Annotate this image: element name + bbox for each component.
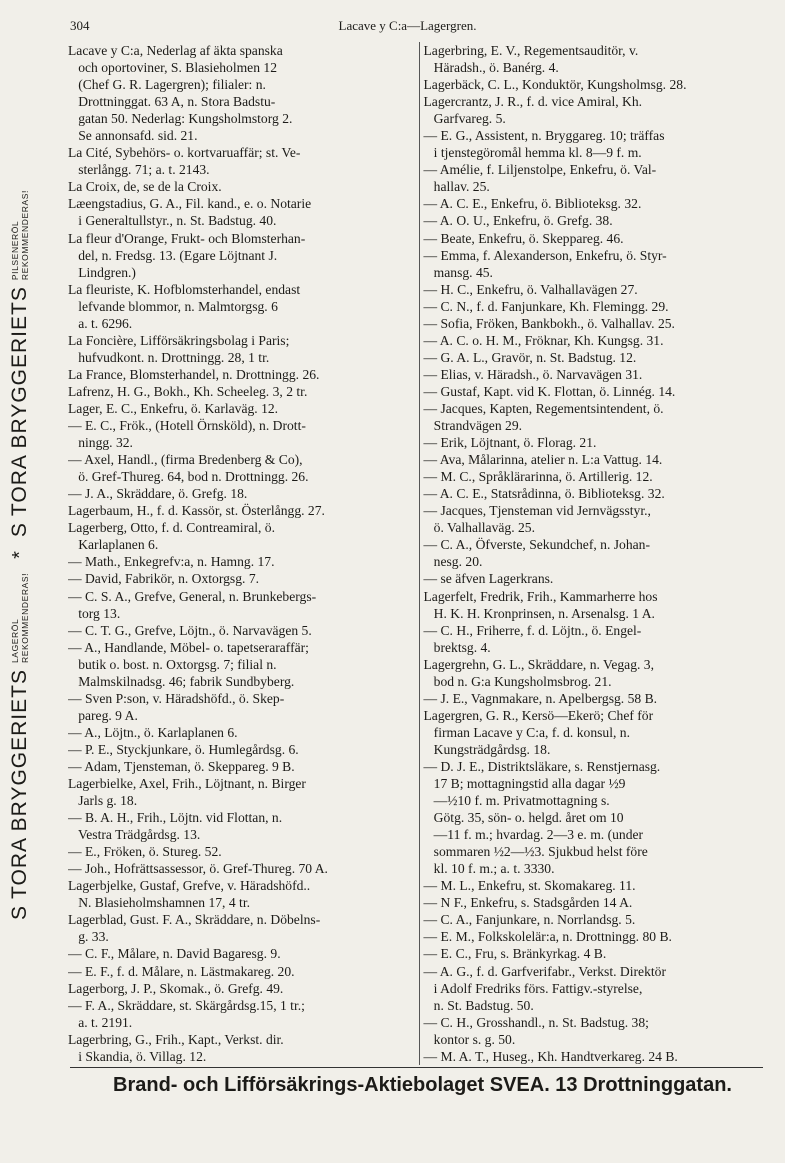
directory-entry-line: — Adam, Tjensteman, ö. Skeppareg. 9 B. (68, 758, 295, 774)
directory-entry-line: — A. C. E., Enkefru, ö. Biblioteksg. 32. (423, 196, 642, 212)
side-ad-first-product: LAGERÖL (10, 618, 20, 664)
directory-entry-line: — Sofia, Fröken, Bankbokh., ö. Valhallav. 25. (423, 315, 675, 331)
directory-entry-line: La fleuriste, K. Hofblomsterhandel, endast (68, 281, 301, 297)
directory-entry-line: sommaren ½2—½3. Sjukbud helst före (423, 844, 648, 860)
directory-entry-line: Lafrenz, H. G., Bokh., Kh. Scheeleg. 3, 2 tr. (68, 383, 308, 399)
directory-entry-line: brektsg. 4. (423, 639, 491, 655)
directory-entry-line: — Gustaf, Kapt. vid K. Flottan, ö. Linnég. 14. (423, 383, 676, 399)
directory-entry-line: hallav. 25. (423, 179, 490, 195)
directory-entry-line: — Axel, Handl., (firma Bredenberg & Co), (68, 452, 303, 468)
directory-entry-line: Drottninggat. 63 A, n. Stora Badstu- (68, 94, 276, 110)
directory-entry-line: Lagerbielke, Axel, Frih., Löjtnant, n. Birger (68, 776, 306, 792)
side-ad-second-note: REKOMMENDERAS! (20, 190, 30, 281)
directory-entry-line: — Joh., Hofrättsassessor, ö. Gref-Thureg. 70 A. (68, 861, 328, 877)
side-ad-second-brand: TORA BRYGGERIETS (8, 286, 31, 517)
bottom-rule (70, 1067, 763, 1068)
directory-entry-line: — A., Löjtn., ö. Karlaplanen 6. (68, 724, 238, 740)
side-ad-first-brand: TORA BRYGGERIETS (8, 669, 31, 899)
directory-entry-line: ö. Gref-Thureg. 64, bod n. Drottningg. 26. (68, 469, 309, 485)
directory-entry-line: La Foncière, Lifförsäkringsbolag i Paris; (68, 332, 290, 348)
directory-entry-line: Lagerborg, J. P., Skomak., ö. Grefg. 49. (68, 980, 284, 996)
directory-entry-line: Lagercrantz, J. R., f. d. vice Amiral, Kh. (423, 94, 643, 110)
directory-entry-line: Lacave y C:a, Nederlag af äkta spanska (68, 43, 283, 58)
directory-entry-line: — Sven P:son, v. Häradshöfd., ö. Skep- (68, 690, 285, 706)
directory-entry-line: kontor s. g. 50. (423, 1031, 516, 1047)
directory-entry-line: bod n. G:a Kungsholmsbrog. 21. (423, 673, 612, 689)
directory-entry-line: g. 33. (68, 929, 109, 945)
directory-entry-line: — A. C. E., Statsrådinna, ö. Biblioteksg. 32. (423, 486, 665, 502)
directory-entry-line: a. t. 2191. (68, 1014, 133, 1030)
directory-entry-line: Strandvägen 29. (423, 418, 523, 434)
directory-entry-line: La Croix, de, se de la Croix. (68, 179, 222, 195)
directory-entry-line: N. Blasieholmshamnen 17, 4 tr. (68, 895, 250, 911)
directory-entry-line: — D. J. E., Distriktsläkare, s. Renstjernasg. (423, 758, 661, 774)
directory-entry-line: (Chef G. R. Lagergren); filialer: n. (68, 77, 266, 93)
directory-entry-line: ö. Valhallaväg. 25. (423, 520, 535, 536)
directory-entry-line: gatan 50. Nederlag: Kungsholmstorg 2. (68, 111, 293, 127)
directory-entry-line: — C. N., f. d. Fanjunkare, Kh. Flemingg. 29. (423, 298, 669, 314)
directory-entry-line: — J. E., Vagnmakare, n. Apelbergsg. 58 B. (423, 690, 658, 706)
directory-entry-line: — C. S. A., Grefve, General, n. Brunkebergs- (68, 588, 317, 604)
directory-entry-line: — M. A. T., Huseg., Kh. Handtverkareg. 24 B. (423, 1048, 678, 1064)
right-column (420, 42, 768, 1065)
directory-entry-line: — Emma, f. Alexanderson, Enkefru, ö. Styr- (423, 247, 667, 263)
directory-entry-line: — C. T. G., Grefve, Löjtn., ö. Narvavägen 5. (68, 622, 312, 638)
directory-entry-line: pareg. 9 A. (68, 707, 138, 723)
directory-entry-line: Malmskilnadsg. 46; fabrik Sundbyberg. (68, 673, 295, 689)
directory-entry-line: kl. 10 f. m.; a. t. 3330. (423, 861, 555, 877)
directory-entry-line: Lagerberg, Otto, f. d. Contreamiral, ö. (68, 520, 275, 536)
directory-entry-line: sterlångg. 71; a. t. 2143. (68, 162, 210, 178)
directory-entry-line: — A. C. o. H. M., Fröknar, Kh. Kungsg. 31. (423, 332, 664, 348)
directory-entry-line: — Math., Enkegrefv:a, n. Hamng. 17. (68, 554, 275, 570)
directory-entry-line: — M. L., Enkefru, st. Skomakareg. 11. (423, 878, 636, 894)
directory-entry-line: — se äfven Lagerkrans. (423, 571, 554, 587)
side-advertisement (0, 15, 40, 1095)
side-ad-first (8, 573, 32, 920)
directory-entry-line: — Beate, Enkefru, ö. Skeppareg. 46. (423, 230, 624, 246)
directory-entry-line: Lagerbjelke, Gustaf, Grefve, v. Häradshöfd.. (68, 878, 311, 894)
directory-entry-line: — Amélie, f. Liljenstolpe, Enkefru, ö. Val- (423, 162, 657, 178)
directory-entry-line: Lagerbring, G., Frih., Kapt., Verkst. dir. (68, 1031, 284, 1047)
directory-entry-line: Kungsträdgårdsg. 18. (423, 741, 551, 757)
page-number: 304 (70, 18, 90, 33)
directory-entry-line: Häradsh., ö. Banérg. 4. (423, 60, 559, 76)
star-icon: * (8, 551, 31, 559)
directory-entry-line: La France, Blomsterhandel, n. Drottningg. 26. (68, 366, 320, 382)
side-ad-first-logo: S (8, 904, 31, 920)
directory-entry-line: Götg. 35, sön- o. helgd. året om 10 (423, 810, 624, 826)
directory-entry-line: Karlaplanen 6. (68, 537, 159, 553)
directory-entry-line: — C. H., Friherre, f. d. Löjtn., ö. Engel- (423, 622, 642, 638)
directory-entry-line: Jarls g. 18. (68, 793, 138, 809)
directory-entry-line: —½10 f. m. Privatmottagning s. (423, 793, 610, 809)
directory-entry-line: a. t. 6296. (68, 315, 133, 331)
directory-entry-line: Lagerbaum, H., f. d. Kassör, st. Österlångg. 27. (68, 503, 325, 519)
side-ad-second-product: PILSENERÖL (10, 220, 20, 281)
directory-entry-line: — C. H., Grosshandl., n. St. Badstug. 38; (423, 1014, 649, 1030)
directory-entry-line: La fleur d'Orange, Frukt- och Blomsterhan- (68, 230, 306, 246)
directory-entry-line: mansg. 45. (423, 264, 493, 280)
directory-entry-line: — A. O. U., Enkefru, ö. Grefg. 38. (423, 213, 613, 229)
directory-entry-line: i tjenstegöromål hemma kl. 8—9 f. m. (423, 145, 642, 161)
directory-entry-line: — E. M., Folkskolelär:a, n. Drottningg. 80 B. (423, 929, 672, 945)
directory-entry-line: firman Lacave y C:a, f. d. konsul, n. (423, 724, 630, 740)
directory-entry-line: Lagergrehn, G. L., Skräddare, n. Vegag. 3, (423, 656, 655, 672)
side-ad-second-logo: S (8, 522, 31, 538)
directory-entry-line: och oportoviner, S. Blasieholmen 12 (68, 60, 277, 76)
directory-entry-line: i Generaltullstyr., n. St. Badstug. 40. (68, 213, 277, 229)
directory-entry-line: 17 B; mottagningstid alla dagar ½9 (423, 776, 626, 792)
directory-entry-line: — E., Fröken, ö. Stureg. 52. (68, 844, 222, 860)
directory-entry-line: — Jacques, Kapten, Regementsintendent, ö. (423, 400, 664, 416)
directory-entry-line: — P. E., Styckjunkare, ö. Humlegårdsg. 6. (68, 741, 299, 757)
directory-entry-line: Lindgren.) (68, 264, 136, 280)
directory-entry-line: del, n. Fredsg. 13. (Egare Löjtnant J. (68, 247, 278, 263)
directory-entry-line: — E. G., Assistent, n. Bryggareg. 10; träffas (423, 128, 665, 144)
directory-entry-line: — M. C., Språklärarinna, ö. Artillerig. 12. (423, 469, 653, 485)
bottom-advertisement: Brand- och Lifförsäkrings-Aktiebolaget SVEA. 13 Drottninggatan. (113, 1074, 732, 1096)
directory-entry-line: — A., Handlande, Möbel- o. tapetseraraffär; (68, 639, 309, 655)
side-ad-second (8, 190, 32, 537)
directory-entry-line: — H. C., Enkefru, ö. Valhallavägen 27. (423, 281, 638, 297)
directory-entry-line: Lager, E. C., Enkefru, ö. Karlaväg. 12. (68, 400, 279, 416)
directory-entry-line: Lagerblad, Gust. F. A., Skräddare, n. Döbelns- (68, 912, 321, 928)
directory-entry-line: — N F., Enkefru, s. Stadsgården 14 A. (423, 895, 633, 911)
left-column (68, 42, 420, 1065)
directory-entry-line: i Adolf Fredriks förs. Fattigv.-styrelse, (423, 980, 643, 996)
directory-entry-line: — A. G., f. d. Garfverifabr., Verkst. Direktör (423, 963, 666, 979)
directory-columns (68, 42, 768, 1065)
directory-entry-line: — C. A., Fanjunkare, n. Norrlandsg. 5. (423, 912, 636, 928)
directory-entry-line: — F. A., Skräddare, st. Skärgårdsg.15, 1 tr.; (68, 997, 305, 1013)
directory-entry-line: H. K. H. Kronprinsen, n. Arsenalsg. 1 A. (423, 605, 655, 621)
directory-entry-line: La Cité, Sybehörs- o. kortvaruaffär; st. Ve- (68, 145, 301, 161)
directory-entry-line: butik o. bost. n. Oxtorgsg. 7; filial n. (68, 656, 277, 672)
directory-entry-line: i Skandia, ö. Villag. 12. (68, 1048, 207, 1064)
running-title: Lacave y C:a—Lagergren. (338, 18, 477, 33)
directory-entry-line: —11 f. m.; hvardag. 2—3 e. m. (under (423, 827, 644, 843)
directory-entry-line: — Erik, Löjtnant, ö. Florag. 21. (423, 435, 597, 451)
directory-entry-line: Lagerfelt, Fredrik, Frih., Kammarherre hos (423, 588, 658, 604)
directory-entry-line: Lagerbring, E. V., Regementsauditör, v. (423, 43, 639, 58)
directory-entry-line: ningg. 32. (68, 435, 133, 451)
directory-entry-line: — C. F., Målare, n. David Bagaresg. 9. (68, 946, 281, 962)
directory-entry-line: — David, Fabrikör, n. Oxtorgsg. 7. (68, 571, 260, 587)
directory-entry-line: — Ava, Målarinna, atelier n. L:a Vattug. 14. (423, 452, 663, 468)
directory-entry-line: — E. F., f. d. Målare, n. Lästmakareg. 20. (68, 963, 295, 979)
directory-entry-line: — G. A. L., Gravör, n. St. Badstug. 12. (423, 349, 637, 365)
directory-entry-line: — Jacques, Tjensteman vid Jernvägsstyr., (423, 503, 651, 519)
directory-entry-line: nesg. 20. (423, 554, 483, 570)
directory-entry-line: — E. C., Frök., (Hotell Örnsköld), n. Drott- (68, 418, 306, 434)
directory-entry-line: Se annonsafd. sid. 21. (68, 128, 198, 144)
directory-entry-line: — J. A., Skräddare, ö. Grefg. 18. (68, 486, 248, 502)
directory-entry-line: — C. A., Öfverste, Sekundchef, n. Johan- (423, 537, 651, 553)
directory-entry-line: hufvudkont. n. Drottningg. 28, 1 tr. (68, 349, 270, 365)
directory-entry-line: Garfvareg. 5. (423, 111, 506, 127)
directory-entry-line: n. St. Badstug. 50. (423, 997, 534, 1013)
directory-entry-line: — E. C., Fru, s. Bränkyrkag. 4 B. (423, 946, 607, 962)
side-ad-first-note: REKOMMENDERAS! (20, 572, 30, 664)
directory-entry-line: Læengstadius, G. A., Fil. kand., e. o. Notarie (68, 196, 312, 212)
directory-entry-line: torg 13. (68, 605, 121, 621)
directory-entry-line: Lagergren, G. R., Kersö—Ekerö; Chef för (423, 707, 654, 723)
directory-entry-line: lefvande blommor, n. Malmtorgsg. 6 (68, 298, 278, 314)
directory-entry-line: Vestra Trädgårdsg. 13. (68, 827, 201, 843)
directory-entry-line: — Elias, v. Häradsh., ö. Narvavägen 31. (423, 366, 643, 382)
directory-entry-line: — B. A. H., Frih., Löjtn. vid Flottan, n. (68, 810, 283, 826)
directory-entry-line: Lagerbäck, C. L., Konduktör, Kungsholmsg. 28. (423, 77, 687, 93)
